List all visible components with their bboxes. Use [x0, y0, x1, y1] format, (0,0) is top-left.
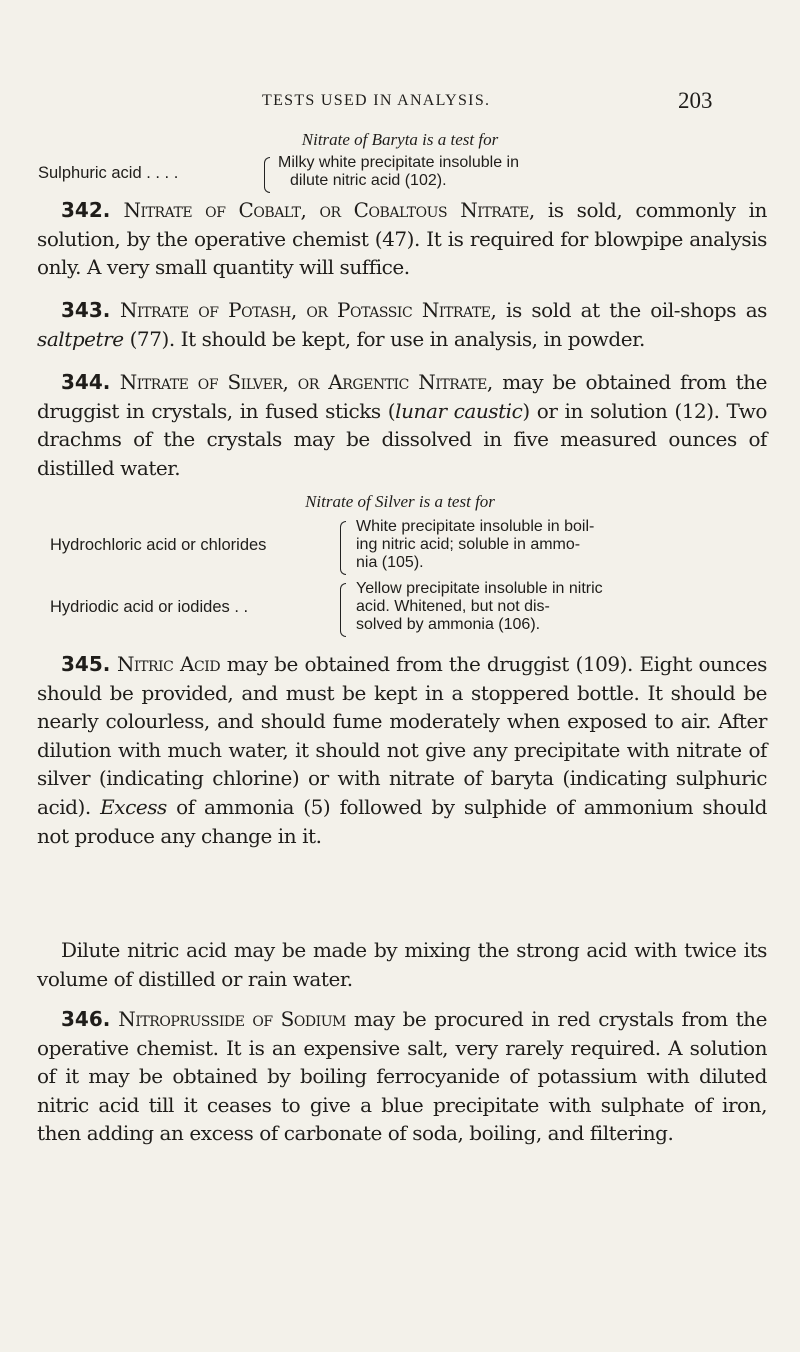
result-line: dilute nitric acid (102).: [290, 172, 447, 189]
baryta-test-caption: Nitrate of Baryta is a test for: [301, 130, 499, 149]
emphasis-saltpetre: saltpetre: [37, 326, 124, 351]
reagent-hydriodic-acid: Hydriodic acid or iodides . .: [50, 598, 249, 616]
paragraph-text: of ammonia (5) followed by sulphide of ammonium should not produce any change in it.: [37, 794, 767, 848]
result-line: solved by ammonia (106).: [356, 616, 541, 633]
result-iodides: [356, 580, 776, 634]
result-line: Milky white precipitate insoluble in: [278, 154, 519, 171]
paragraph-title: Nitrate of Cobalt, or Cobaltous Nitrate,: [123, 198, 535, 222]
result-line: ing nitric acid; soluble in ammo-: [356, 536, 581, 553]
paragraph-346: [37, 1005, 767, 1148]
emphasis-lunar-caustic: lunar caustic: [395, 398, 523, 423]
paragraph-title: Nitrate of Potash, or Potassic Nitrate,: [119, 298, 497, 322]
paragraph-number: 344.: [61, 370, 111, 394]
paragraph-345: [37, 650, 767, 850]
paragraph-title: Nitrate of Silver, or Argentic Nitrate,: [119, 370, 493, 394]
paragraph-text: ) or in solution (12). Two drachms of the crystals may be dissolved in five measured ounces of distilled water.: [37, 398, 767, 480]
brace-icon: [264, 157, 270, 193]
reagent-sulphuric-acid: Sulphuric acid . . . .: [38, 164, 179, 182]
result-line: acid. Whitened, but not dis-: [356, 598, 550, 615]
paragraph-title: Nitroprusside of Sodium: [118, 1007, 346, 1031]
paragraph-number: 342.: [61, 198, 111, 222]
paragraph-title: Nitric Acid: [116, 652, 221, 676]
result-line: Yellow precipitate insoluble in nitric: [356, 580, 603, 597]
running-head: TESTS USED IN ANALYSIS.: [262, 92, 491, 109]
paragraph-text: is sold, commonly in solution, by the operative chemist (47). It is required for blowpipe analysis only. A very small quantity will suffice.: [37, 198, 767, 280]
reagent-hydrochloric-acid: Hydrochloric acid or chlorides: [50, 536, 267, 554]
paragraph-text: may be obtained from the druggist in crystals, in fused sticks (: [37, 370, 767, 423]
result-line: White precipitate insoluble in boil-: [356, 518, 595, 535]
result-line: nia (105).: [356, 554, 424, 571]
paragraph-344: [37, 368, 767, 482]
result-sulphuric-acid: [278, 154, 758, 190]
paragraph-text: (77). It should be kept, for use in analysis, in powder.: [123, 326, 645, 351]
brace-icon: [340, 583, 346, 637]
paragraph-dilute-nitric-acid: Dilute nitric acid may be made by mixing the strong acid with twice its volume of distilled or rain water.: [37, 938, 767, 991]
paragraph-number: 343.: [61, 298, 111, 322]
silver-test-caption: Nitrate of Silver is a test for: [305, 492, 495, 511]
paragraph-number: 345.: [61, 652, 111, 676]
emphasis-excess: Excess: [100, 794, 167, 819]
paragraph-text: may be obtained from the druggist (109). Eight ounces should be provided, and must be kept in a stoppered bottle. It should be nearly colourless, and should fume moderately when exposed to air. After dilution with much water, it should not give any precipitate with nitrate of silver (indicating chlorine) or with nitrate of baryta (indicating sulphuric acid).: [37, 652, 767, 819]
paragraph-342: [37, 196, 767, 282]
brace-icon: [340, 521, 346, 575]
page-header: [0, 88, 800, 120]
paragraph-text: is sold at the oil-shops as: [496, 298, 767, 322]
paragraph-343: [37, 296, 767, 353]
paragraph-number: 346.: [61, 1007, 111, 1031]
page-number: 203: [678, 88, 713, 113]
paragraph-text: may be procured in red crystals from the operative chemist. It is an expensive salt, very rarely required. A solution of it may be obtained by boiling ferrocyanide of potassium with diluted nitric acid till it ceases to give a blue precipitate with sulphate of iron, then adding an excess of carbonate of soda, boiling, and filtering.: [37, 1007, 767, 1146]
result-chlorides: [356, 518, 776, 572]
